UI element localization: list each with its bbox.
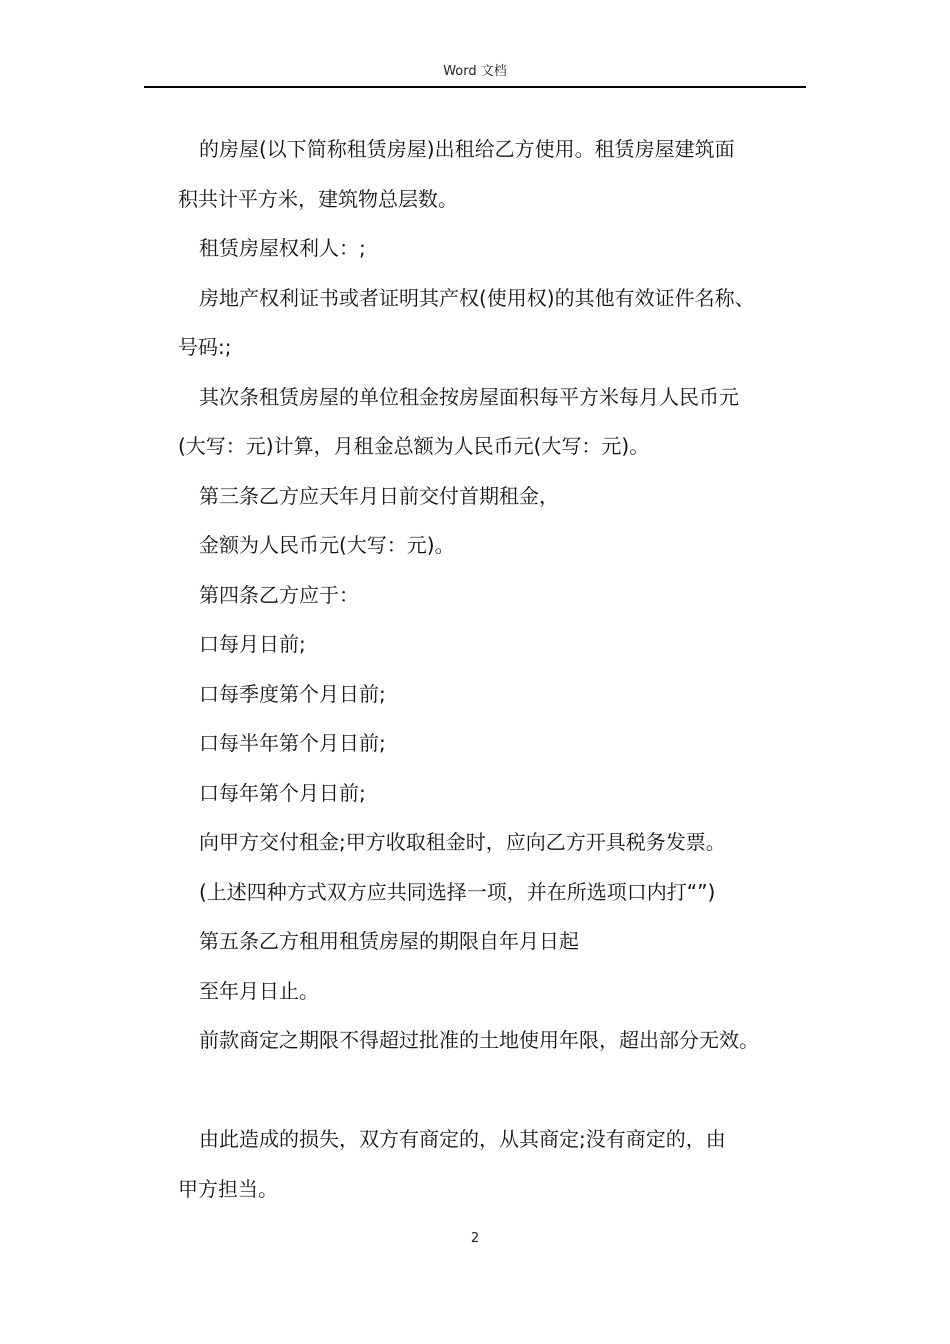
body-line: 租赁房屋权利人：; (199, 236, 366, 260)
body-line: 由此造成的损失，双方有商定的，从其商定;没有商定的，由 (199, 1127, 726, 1151)
header-divider (144, 86, 806, 88)
body-line: 向甲方交付租金;甲方收取租金时，应向乙方开具税务发票。 (199, 830, 726, 854)
body-line: 至年月日止。 (199, 978, 319, 1003)
body-line: 口每月日前; (199, 632, 306, 656)
body-line: 积共计平方米，建筑物总层数。 (178, 186, 458, 211)
body-line: 第五条乙方租用租赁房屋的期限自年月日起 (199, 929, 579, 953)
header-title: Word 文档 (443, 64, 507, 79)
body-line: (上述四种方式双方应共同选择一项，并在所选项口内打“”) (199, 879, 716, 904)
body-line: 金额为人民币元(大写：元)。 (199, 533, 455, 557)
body-line: 的房屋(以下简称租赁房屋)出租给乙方使用。租赁房屋建筑面 (199, 137, 735, 161)
body-line: 其次条租赁房屋的单位租金按房屋面积每平方米每月人民币元 (199, 384, 739, 409)
body-line: 口每季度第个月日前; (199, 681, 386, 706)
body-line: (大写：元)计算，月租金总额为人民币元(大写：元)。 (178, 434, 650, 458)
body-line: 前款商定之期限不得超过批准的土地使用年限，超出部分无效。 (199, 1028, 759, 1052)
body-line: 口每半年第个月日前; (199, 731, 386, 755)
document-body (178, 125, 818, 1214)
body-line: 房地产权利证书或者证明其产权(使用权)的其他有效证件名称、 (199, 285, 755, 310)
body-line: 第三条乙方应天年月日前交付首期租金， (199, 483, 559, 508)
body-line: 口每年第个月日前; (199, 780, 366, 805)
body-line: 号码:; (178, 335, 232, 359)
page-number: 2 (470, 1231, 480, 1246)
paragraph-gap (178, 1066, 818, 1116)
body-line: 第四条乙方应于： (199, 582, 359, 607)
body-line: 甲方担当。 (178, 1176, 278, 1201)
